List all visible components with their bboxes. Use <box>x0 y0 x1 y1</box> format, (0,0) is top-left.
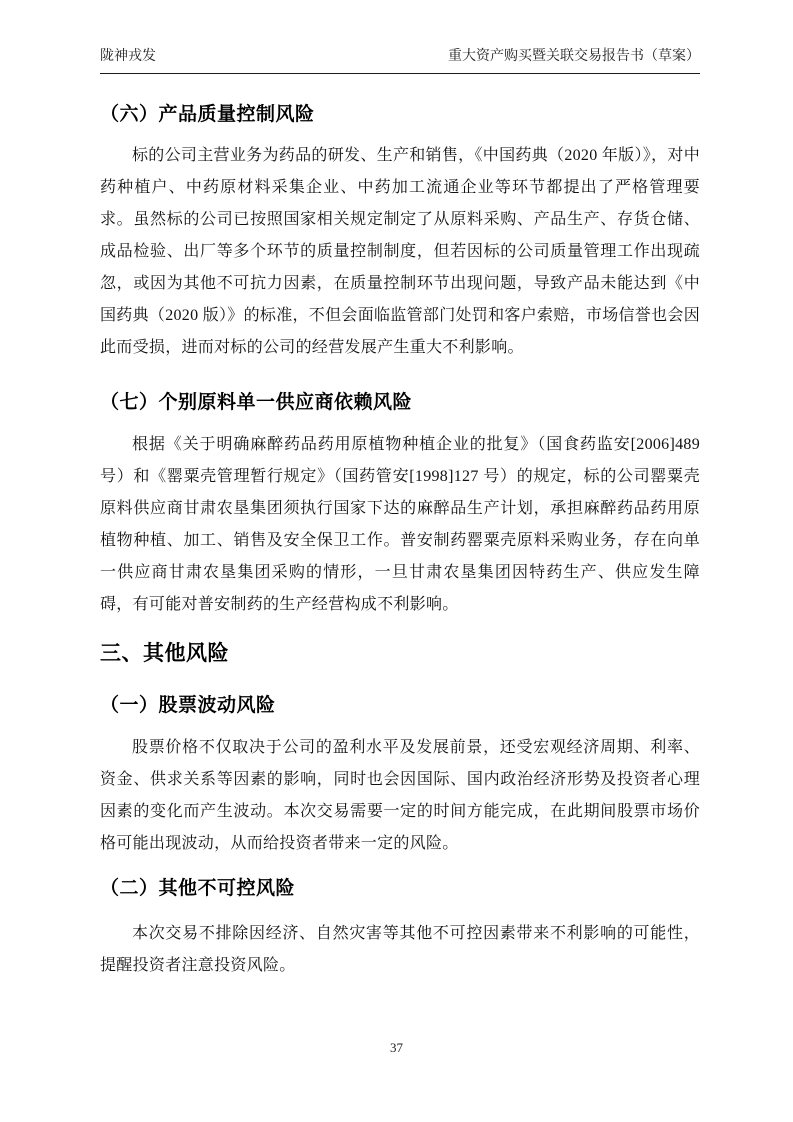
header-company-name: 陇神戎发 <box>100 49 156 64</box>
page-footer <box>0 1040 793 1056</box>
paragraph-other-uncontrollable-risk: 本次交易不排除因经济、自然灾害等其他不可控因素带来不利影响的可能性，提醒投资者注意投资风险。 <box>100 925 700 974</box>
heading-product-quality-risk: （六）产品质量控制风险 <box>100 104 315 125</box>
heading-other-risks: 三、其他风险 <box>100 642 229 665</box>
heading-other-uncontrollable-risk: （二）其他不可控风险 <box>100 878 296 899</box>
page-number: 37 <box>390 1040 403 1055</box>
heading-single-supplier-risk: （七）个别原料单一供应商依赖风险 <box>100 392 413 413</box>
paragraph-stock-volatility-risk: 股票价格不仅取决于公司的盈利水平及发展前景，还受宏观经济周期、利率、资金、供求关系等因素的影响，同时也会因国际、国内政治经济形势及投资者心理因素的变化而产生波动。本次交易需要一定的时间方能完成，在此期间股票市场价格可能出现波动，从而给投资者带来一定的风险。 <box>100 739 700 852</box>
heading-stock-volatility-risk: （一）股票波动风险 <box>100 695 276 716</box>
paragraph-product-quality-risk: 标的公司主营业务为药品的研发、生产和销售，《中国药典（2020 年版）》，对中药种植户、中药原材料采集企业、中药加工流通企业等环节都提出了严格管理要求。虽然标的公司已按照国家相关规定制定了从原料采购、产品生产、存货仓储、成品检验、出厂等多个环节的质量控制制度，但若因标的公司质量管理工作出现疏忽，或因为其他不可抗力因素，在质量控制环节出现问题，导致产品未能达到《中国药典（2020 版）》的标准，不但会面临监管部门处罚和客户索赔，市场信誉也会因此而受损，进而对标的公司的经营发展产生重大不利影响。 <box>100 147 701 356</box>
document-content <box>100 102 700 982</box>
paragraph-single-supplier-risk: 根据《关于明确麻醉药品药用原植物种植企业的批复》（国食药监安[2006]489 号）和《罂粟壳管理暂行规定》（国药管安[1998]127 号）的规定，标的公司罂粟壳原料供应商甘肃农垦集团须执行国家下达的麻醉品生产计划，承担麻醉药品药用原植物种植、加工、销售及安全保卫工作。普安制药罂粟壳原料采购业务，存在向单一供应商甘肃农垦集团采购的情形，一旦甘肃农垦集团因特药生产、供应发生障碍，有可能对普安制药的生产经营构成不利影响。 <box>100 436 700 613</box>
header-report-title: 重大资产购买暨关联交易报告书（草案） <box>448 49 700 64</box>
page-header <box>100 48 700 74</box>
